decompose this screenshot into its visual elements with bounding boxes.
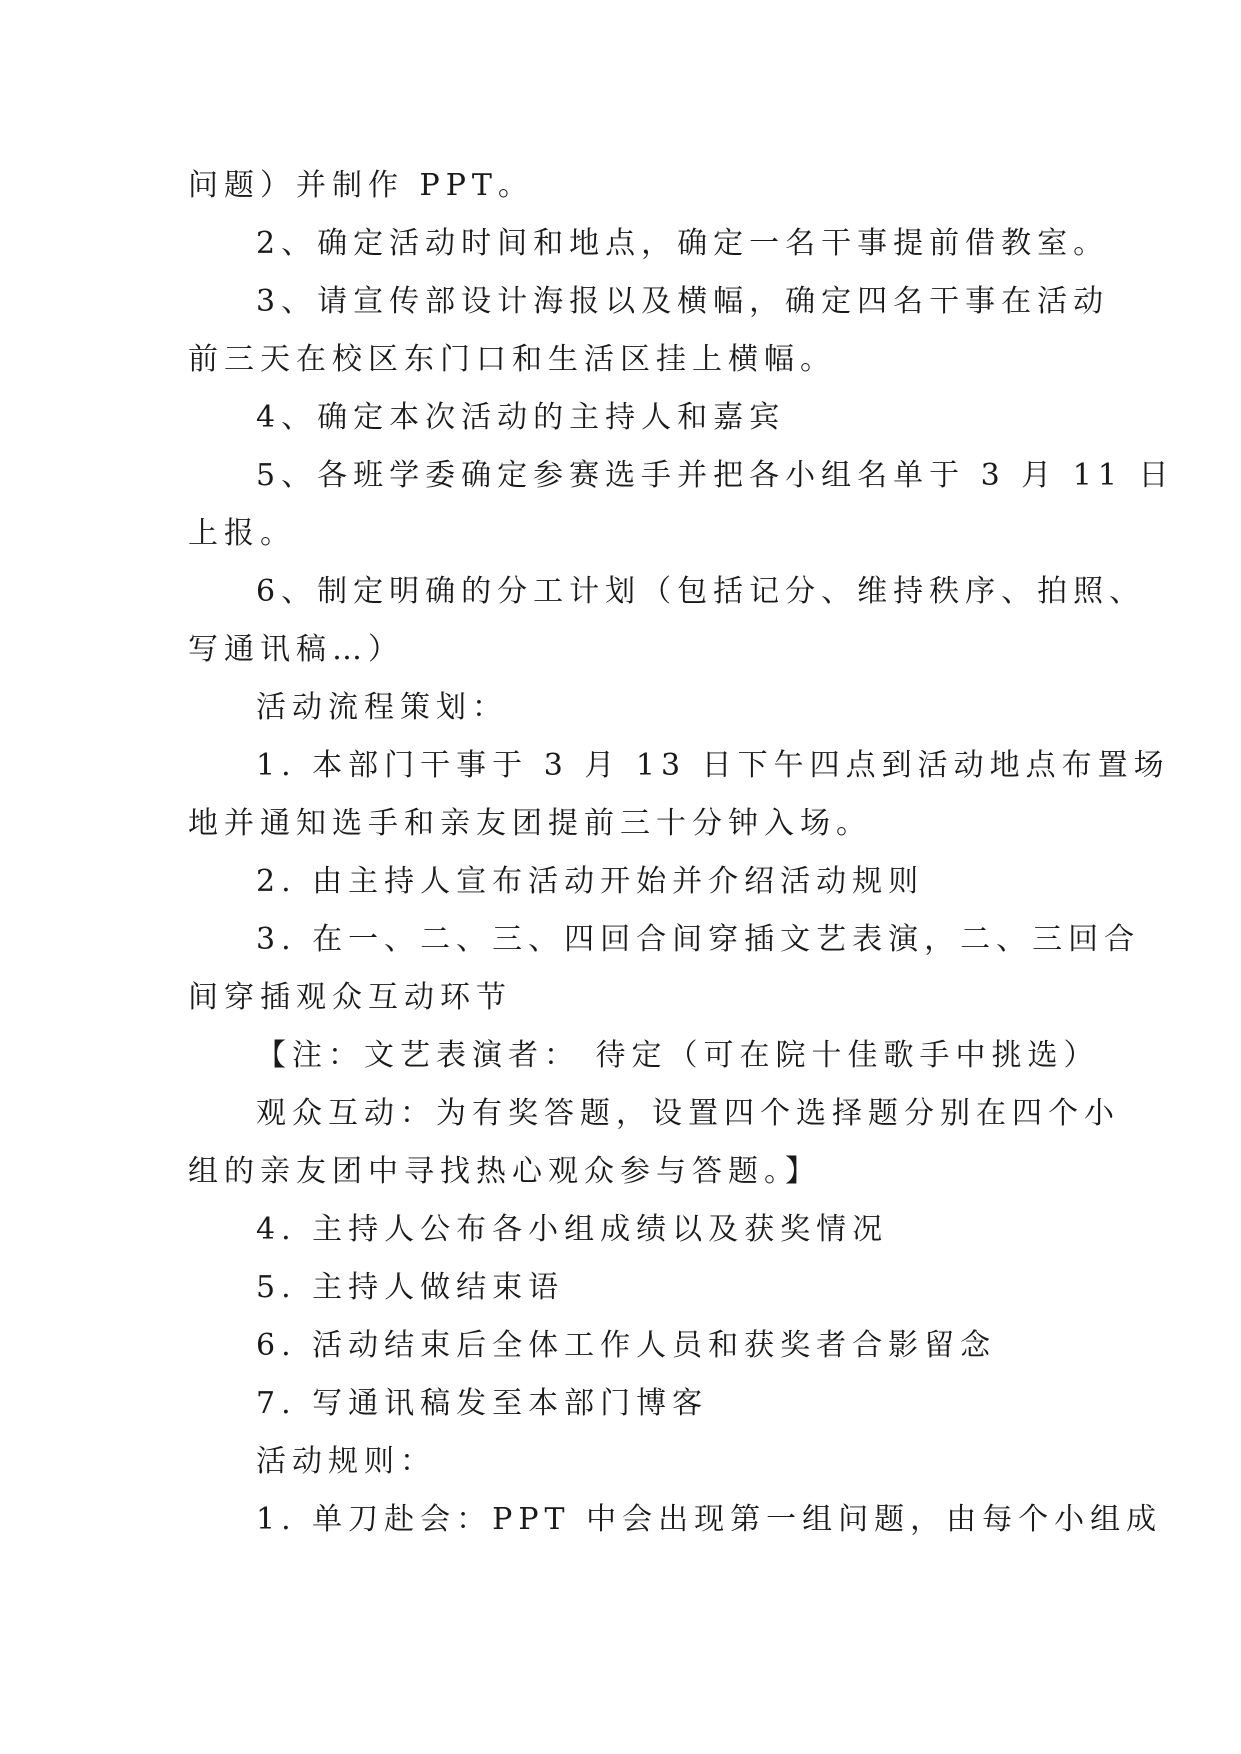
note-line: 观众互动：为有奖答题，设置四个选择题分别在四个小 [256, 1096, 1120, 1131]
paragraph-line: 1. 单刀赴会：PPT 中会出现第一组问题，由每个小组成 [256, 1502, 1163, 1537]
paragraph-line: 地并通知选手和亲友团提前三十分钟入场。 [188, 806, 872, 841]
paragraph-line: 3. 在一、二、三、四回合间穿插文艺表演，二、三回合 [256, 922, 1141, 957]
paragraph-line: 2、确定活动时间和地点，确定一名干事提前借教室。 [256, 226, 1110, 261]
paragraph-line: 6. 活动结束后全体工作人员和获奖者合影留念 [256, 1328, 997, 1363]
paragraph-line: 前三天在校区东门口和生活区挂上横幅。 [188, 342, 836, 377]
paragraph-line: 问题）并制作 PPT。 [188, 168, 534, 203]
paragraph-line: 7. 写通讯稿发至本部门博客 [256, 1386, 709, 1421]
note-line: 【注：文艺表演者： 待定（可在院十佳歌手中挑选） [256, 1038, 1100, 1073]
section-heading: 活动流程策划： [256, 690, 508, 725]
document-body [188, 157, 1175, 1549]
paragraph-line: 4、确定本次活动的主持人和嘉宾 [256, 400, 786, 435]
paragraph-line: 上报。 [188, 516, 296, 551]
note-line: 组的亲友团中寻找热心观众参与答题。】 [188, 1154, 821, 1189]
paragraph-line: 4. 主持人公布各小组成绩以及获奖情况 [256, 1212, 889, 1247]
paragraph-line: 5. 主持人做结束语 [256, 1270, 565, 1305]
paragraph-line: 1. 本部门干事于 3 月 13 日下午四点到活动地点布置场 [256, 748, 1170, 783]
section-heading: 活动规则： [256, 1444, 436, 1479]
paragraph-line: 间穿插观众互动环节 [188, 980, 512, 1015]
paragraph-line: 写通讯稿…） [188, 632, 404, 667]
paragraph-line: 3、请宣传部设计海报以及横幅，确定四名干事在活动 [256, 284, 1110, 319]
paragraph-line: 5、各班学委确定参赛选手并把各小组名单于 3 月 11 日 [256, 458, 1175, 493]
paragraph-line: 2. 由主持人宣布活动开始并介绍活动规则 [256, 864, 925, 899]
paragraph-line: 6、制定明确的分工计划（包括记分、维持秩序、拍照、 [256, 574, 1146, 609]
